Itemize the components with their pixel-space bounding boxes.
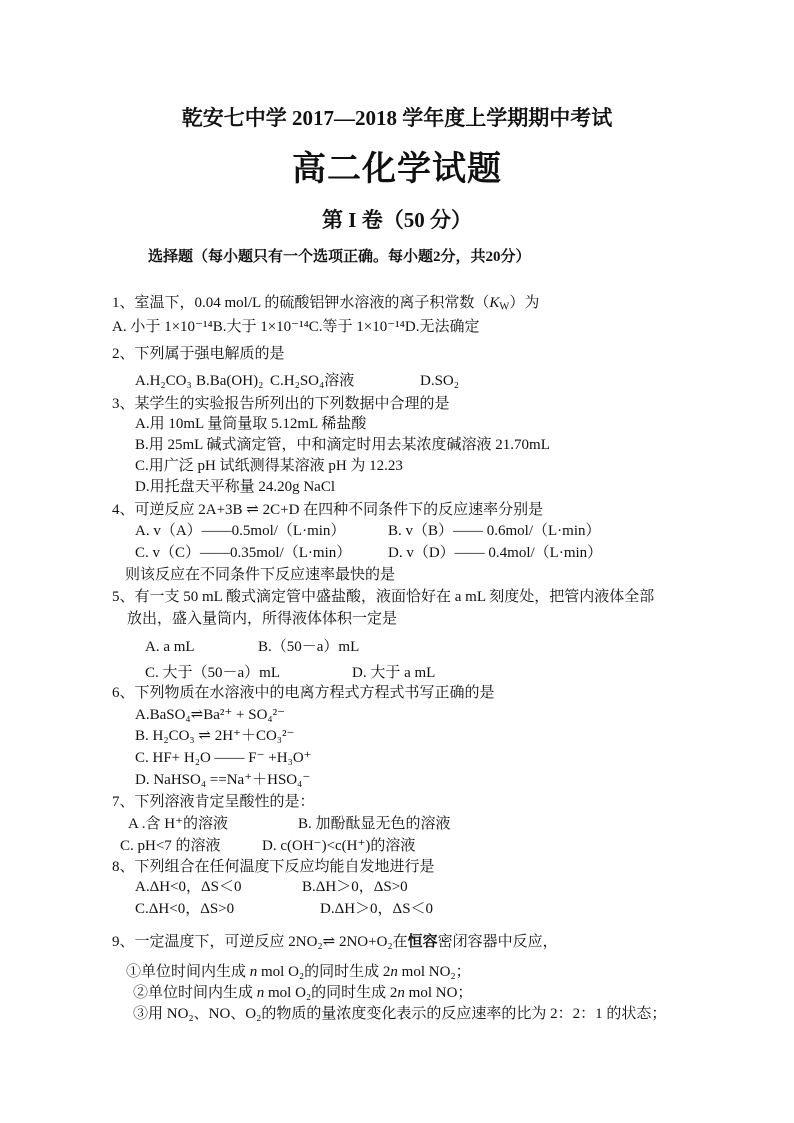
condition-2-variable-n-2: n xyxy=(397,985,405,1001)
question-1-stem-end: ）为 xyxy=(509,295,540,311)
question-5-stem-line-2: 放出，盛入量筒内，所得液体体积一定是 xyxy=(127,611,398,627)
question-2-option-a: A.H₂CO₃ xyxy=(135,373,192,389)
question-9-condition-3: ③用 NO₂、NO、O₂的物质的量浓度变化表示的反应速率的比为 2：2：1 的状态； xyxy=(133,1006,667,1022)
question-9-stem-text: 9、一定温度下，可逆反应 2NO₂⇌ 2NO+O₂在 xyxy=(112,934,408,950)
kw-symbol: K xyxy=(489,295,500,311)
question-1-stem-text: 1、室温下，0.04 mol/L 的硫酸铝钾水溶液的离子积常数（ xyxy=(112,295,490,311)
question-1-options xyxy=(112,317,480,337)
condition-2-variable-n: n xyxy=(256,985,265,1001)
question-5-option-a: A. a mL xyxy=(145,639,195,655)
question-3-stem: 3、某学生的实验报告所列出的下列数据中合理的是 xyxy=(112,396,450,412)
condition-1-variable-n: n xyxy=(249,964,258,980)
paper-title: 高二化学试题 xyxy=(292,151,502,188)
question-4-option-d: D. v（D）—— 0.4mol/（L·min） xyxy=(388,545,603,561)
question-8-option-b: B.ΔH＞0，ΔS>0 xyxy=(302,879,408,895)
question-6-option-a: A.BaSO₄⇌Ba²⁺ + SO₄²⁻ xyxy=(135,707,286,723)
question-3-option-d: D.用托盘天平称量 24.20g NaCl xyxy=(135,479,335,495)
question-3-option-a: A.用 10mL 量筒量取 5.12mL 稀盐酸 xyxy=(135,416,367,432)
condition-1-text-b: mol O₂的同时生成 2 xyxy=(257,964,391,980)
question-9-stem-emphasis: 恒容 xyxy=(407,934,438,950)
question-9-condition-1 xyxy=(126,962,471,982)
question-6-option-d: D. NaHSO₄ ==Na⁺＋HSO₄⁻ xyxy=(135,772,311,788)
question-7-option-c: C. pH<7 的溶液 xyxy=(120,838,221,854)
question-2-option-c: C.H₂SO₄溶液 xyxy=(270,373,355,389)
question-2-stem: 2、下列属于强电解质的是 xyxy=(112,346,285,362)
kw-subscript: W xyxy=(499,301,510,313)
volume-title: 第 I 卷（50 分） xyxy=(322,208,472,232)
question-3-option-c: C.用广泛 pH 试纸测得某溶液 pH 为 12.23 xyxy=(135,458,403,474)
question-5-option-b: B.（50－a）mL xyxy=(258,639,360,655)
condition-1-text-c: mol NO₂； xyxy=(397,964,471,980)
question-7-option-a: A .含 H⁺的溶液 xyxy=(128,816,229,832)
school-exam-title: 乾安七中学 2017—2018 学年度上学期期中考试 xyxy=(181,106,613,130)
question-4-prompt: 则该反应在不同条件下反应速率最快的是 xyxy=(125,567,396,583)
question-3-option-b: B.用 25mL 碱式滴定管，中和滴定时用去某浓度碱溶液 21.70mL xyxy=(135,437,550,453)
condition-1-variable-n-2: n xyxy=(390,964,398,980)
question-1-option-c: C.等于 1×10⁻¹⁴ xyxy=(308,319,405,335)
question-6-stem: 6、下列物质在水溶液中的电离方程式方程式书写正确的是 xyxy=(112,685,495,701)
condition-1-text-a: ①单位时间内生成 xyxy=(126,964,250,980)
question-1-stem xyxy=(112,293,539,313)
question-7-option-b: B. 加酚酞显无色的溶液 xyxy=(298,816,451,832)
question-6-option-c: C. HF+ H₂O —— F⁻ +H₃O⁺ xyxy=(135,750,312,766)
question-4-stem: 4、可逆反应 2A+3B ⇌ 2C+D 在四种不同条件下的反应速率分别是 xyxy=(112,502,544,518)
condition-2-text-c: mol NO； xyxy=(404,985,473,1001)
question-5-option-c: C. 大于（50－a）mL xyxy=(145,665,280,681)
condition-2-text-b: mol O₂的同时生成 2 xyxy=(264,985,398,1001)
question-5-stem-line-1: 5、有一支 50 mL 酸式滴定管中盛盐酸，液面恰好在 a mL 刻度处，把管内液体全部 xyxy=(112,589,655,605)
question-8-option-d: D.ΔH＞0，ΔS＜0 xyxy=(320,901,434,917)
question-7-stem: 7、下列溶液肯定呈酸性的是： xyxy=(112,794,315,810)
question-9-condition-2 xyxy=(133,983,472,1003)
question-6-option-b: B. H₂CO₃ ⇌ 2H⁺＋CO₃²⁻ xyxy=(135,728,295,744)
question-4-option-c: C. v（C）——0.35mol/（L·min） xyxy=(135,545,352,561)
question-1-option-a: A. 小于 1×10⁻¹⁴ xyxy=(112,319,213,335)
question-7-option-d: D. c(OH⁻)<c(H⁺)的溶液 xyxy=(262,838,416,854)
question-2-option-b: B.Ba(OH)₂ xyxy=(196,373,264,389)
question-4-option-b: B. v（B）—— 0.6mol/（L·min） xyxy=(388,523,601,539)
question-1-option-b: B.大于 1×10⁻¹⁴ xyxy=(212,319,309,335)
question-9-stem-end: 密闭容器中反应， xyxy=(437,934,558,950)
question-8-stem: 8、下列组合在任何温度下反应均能自发地进行是 xyxy=(112,859,435,875)
question-1-option-d: D.无法确定 xyxy=(404,319,480,335)
question-9-stem xyxy=(112,932,558,952)
question-5-option-d: D. 大于 a mL xyxy=(352,665,436,681)
condition-2-text-a: ②单位时间内生成 xyxy=(133,985,257,1001)
question-2-option-d: D.SO₂ xyxy=(420,373,459,389)
question-8-option-a: A.ΔH<0，ΔS＜0 xyxy=(135,879,242,895)
section-instructions: 选择题（每小题只有一个选项正确。每小题2分，共20分） xyxy=(148,249,531,265)
question-4-option-a: A. v（A）——0.5mol/（L·min） xyxy=(135,523,346,539)
question-8-option-c: C.ΔH<0，ΔS>0 xyxy=(135,901,235,917)
